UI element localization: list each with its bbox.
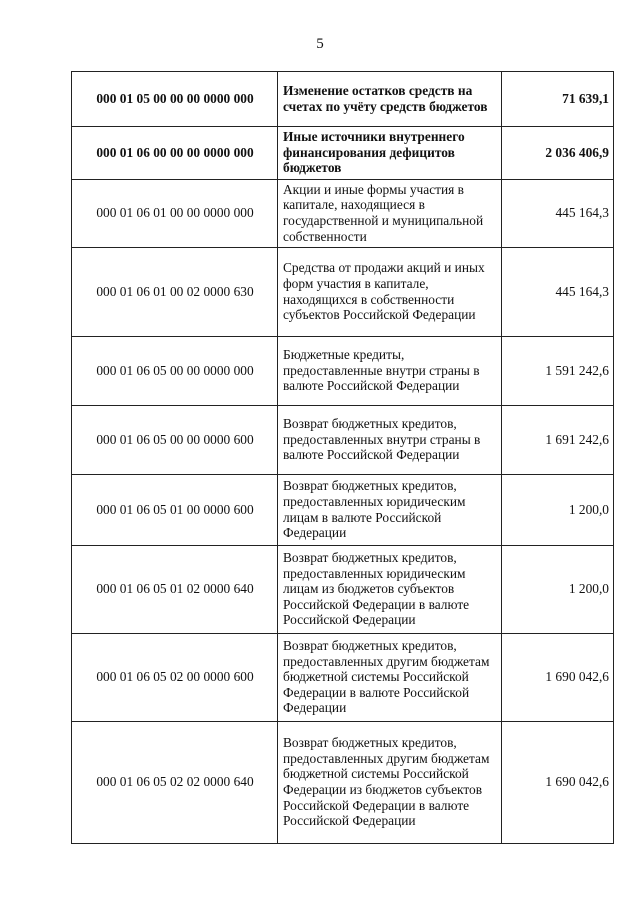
amount-cell: 445 164,3 [502, 180, 614, 248]
budget-item-name-cell: Акции и иные формы участия в капитале, находящиеся в государственной и муниципальной собственности [278, 180, 502, 248]
budget-sources-table [71, 71, 614, 844]
budget-code-cell: 000 01 06 00 00 00 0000 000 [72, 127, 278, 180]
budget-code-cell: 000 01 06 05 01 00 0000 600 [72, 475, 278, 546]
amount-cell: 1 200,0 [502, 475, 614, 546]
amount-cell: 1 591 242,6 [502, 337, 614, 406]
budget-item-name-cell: Изменение остатков средств на счетах по учёту средств бюджетов [278, 72, 502, 127]
budget-item-name-cell: Возврат бюджетных кредитов, предоставленных юридическим лицам в валюте Российской Федерации [278, 475, 502, 546]
table-row [72, 72, 614, 127]
page-number: 5 [316, 36, 324, 52]
table-row [72, 406, 614, 475]
budget-item-name-cell: Возврат бюджетных кредитов, предоставленных внутри страны в валюте Российской Федерации [278, 406, 502, 475]
table-row [72, 127, 614, 180]
amount-cell: 1 200,0 [502, 546, 614, 634]
budget-item-name-cell: Возврат бюджетных кредитов, предоставленных другим бюджетам бюджетной системы Российской Федерации в валюте Российской Федерации [278, 634, 502, 722]
table-row [72, 722, 614, 844]
table-row [72, 180, 614, 248]
table-row [72, 546, 614, 634]
budget-code-cell: 000 01 06 01 00 02 0000 630 [72, 248, 278, 337]
budget-item-name-cell: Бюджетные кредиты, предоставленные внутри страны в валюте Российской Федерации [278, 337, 502, 406]
amount-cell: 1 690 042,6 [502, 634, 614, 722]
amount-cell: 1 690 042,6 [502, 722, 614, 844]
budget-item-name-cell: Средства от продажи акций и иных форм участия в капитале, находящихся в собственности субъектов Российской Федерации [278, 248, 502, 337]
table-row [72, 475, 614, 546]
amount-cell: 71 639,1 [502, 72, 614, 127]
table-row [72, 248, 614, 337]
budget-code-cell: 000 01 06 05 01 02 0000 640 [72, 546, 278, 634]
budget-code-cell: 000 01 06 01 00 00 0000 000 [72, 180, 278, 248]
budget-code-cell: 000 01 06 05 02 02 0000 640 [72, 722, 278, 844]
table-row [72, 337, 614, 406]
budget-code-cell: 000 01 06 05 00 00 0000 000 [72, 337, 278, 406]
table-row [72, 634, 614, 722]
budget-code-cell: 000 01 06 05 00 00 0000 600 [72, 406, 278, 475]
amount-cell: 445 164,3 [502, 248, 614, 337]
amount-cell: 2 036 406,9 [502, 127, 614, 180]
budget-item-name-cell: Возврат бюджетных кредитов, предоставленных юридическим лицам из бюджетов субъектов Российской Федерации в валюте Российской Федерации [278, 546, 502, 634]
budget-item-name-cell: Иные источники внутреннего финансирования дефицитов бюджетов [278, 127, 502, 180]
amount-cell: 1 691 242,6 [502, 406, 614, 475]
budget-item-name-cell: Возврат бюджетных кредитов, предоставленных другим бюджетам бюджетной системы Российской Федерации из бюджетов субъектов Российской Федерации в валюте Российской Федерации [278, 722, 502, 844]
budget-code-cell: 000 01 06 05 02 00 0000 600 [72, 634, 278, 722]
budget-code-cell: 000 01 05 00 00 00 0000 000 [72, 72, 278, 127]
